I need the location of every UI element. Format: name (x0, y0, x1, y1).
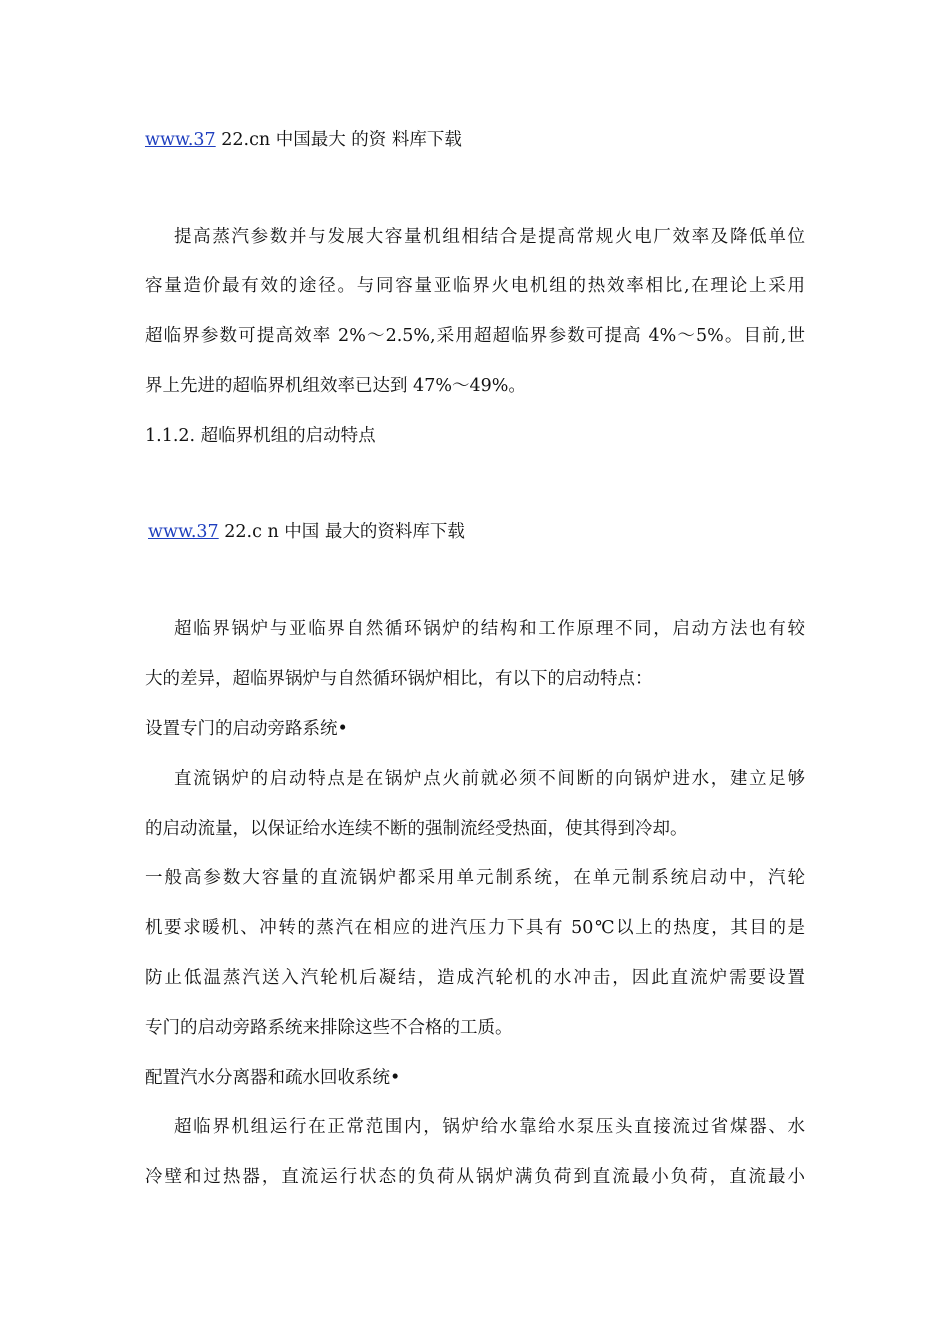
paragraph-line: 大的差异，超临界锅炉与自然循环锅炉相比，有以下的启动特点： (145, 669, 653, 689)
header-text: 22.c n 中国 最大的资料库下载 (218, 522, 465, 542)
header-text: 22.cn 中国最大 的资 料库下载 (215, 130, 462, 150)
paragraph-line: 超临界参数可提高效率 2%～2.5%,采用超超临界参数可提高 4%～5%。目前,世 (145, 326, 805, 346)
paragraph-line: 直流锅炉的启动特点是在锅炉点火前就必须不间断的向锅炉进水，建立足够 (174, 769, 805, 789)
paragraph-line: 容量造价最有效的途径。与同容量亚临界火电机组的热效率相比,在理论上采用 (145, 276, 805, 296)
section-heading: 1.1.2. 超临界机组的启动特点 (145, 426, 376, 446)
paragraph-line: 防止低温蒸汽送入汽轮机后凝结，造成汽轮机的水冲击，因此直流炉需要设置 (145, 968, 805, 988)
paragraph-line: 超临界锅炉与亚临界自然循环锅炉的结构和工作原理不同，启动方法也有较 (174, 619, 805, 639)
paragraph-line: 一般高参数大容量的直流锅炉都采用单元制系统，在单元制系统启动中，汽轮 (145, 868, 805, 888)
header-watermark-line (145, 128, 805, 152)
paragraph-line: 机要求暖机、冲转的蒸汽在相应的进汽压力下具有 50℃以上的热度，其目的是 (145, 918, 805, 938)
bullet-heading: 设置专门的启动旁路系统• (145, 719, 348, 739)
paragraph-line: 界上先进的超临界机组效率已达到 47%～49%。 (145, 376, 526, 396)
header-watermark-line (148, 520, 808, 544)
bullet-heading: 配置汽水分离器和疏水回收系统• (145, 1068, 401, 1088)
paragraph-line: 冷壁和过热器，直流运行状态的负荷从锅炉满负荷到直流最小负荷，直流最小 (145, 1167, 805, 1187)
site-link[interactable]: www.37 (145, 130, 216, 150)
paragraph-line: 超临界机组运行在正常范围内，锅炉给水靠给水泵压头直接流过省煤器、水 (174, 1117, 805, 1137)
paragraph-line: 提高蒸汽参数并与发展大容量机组相结合是提高常规火电厂效率及降低单位 (174, 227, 805, 247)
paragraph-line: 的启动流量，以保证给水连续不断的强制流经受热面，使其得到冷却。 (145, 819, 688, 839)
paragraph-line: 专门的启动旁路系统来排除这些不合格的工质。 (145, 1018, 513, 1038)
site-link[interactable]: www.37 (148, 522, 219, 542)
